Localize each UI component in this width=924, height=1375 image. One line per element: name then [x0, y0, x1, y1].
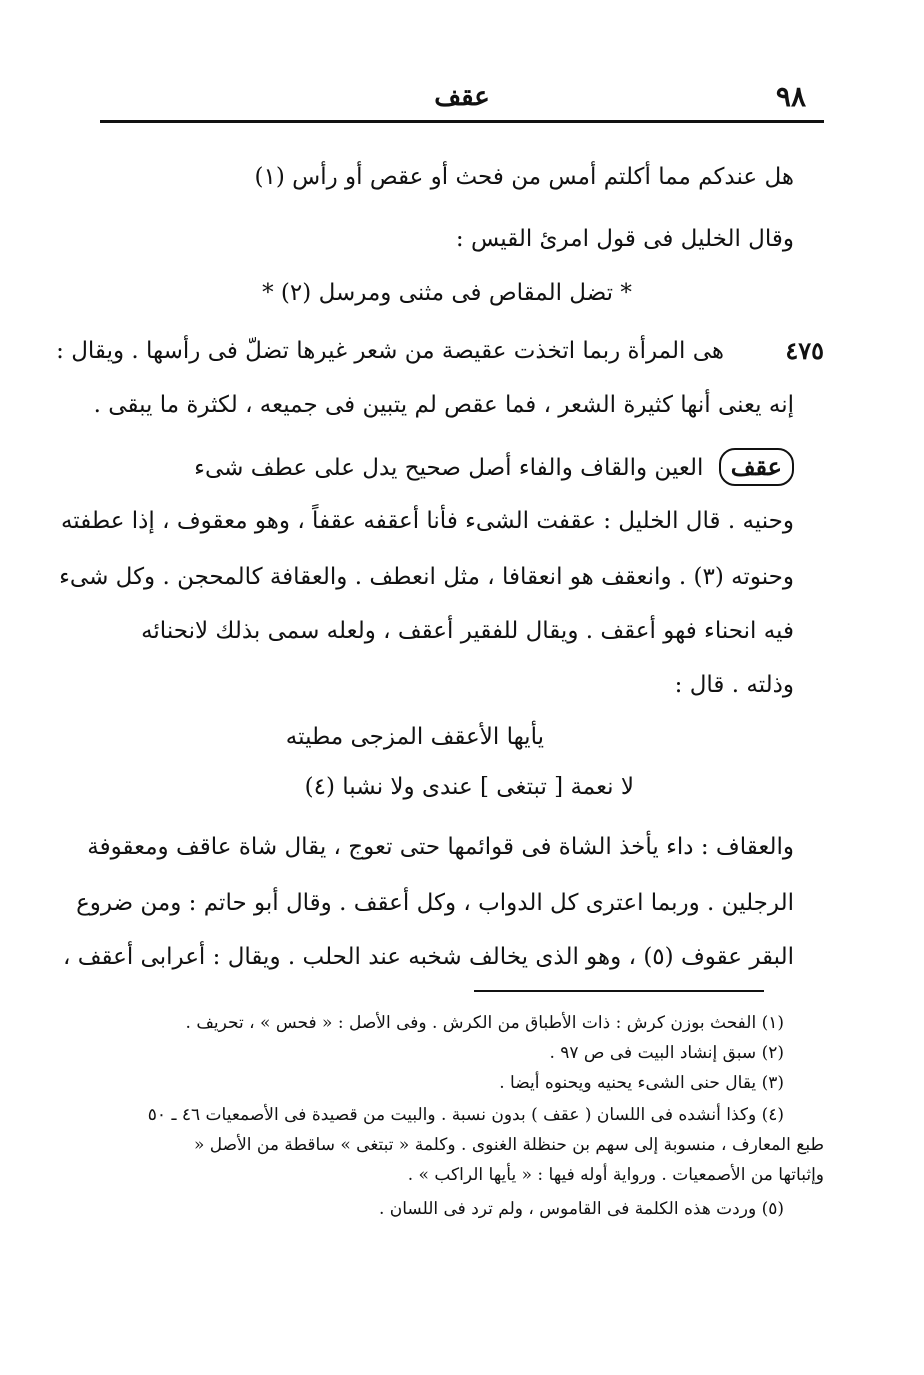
footnote-4-cont-1: طبع المعارف ، منسوبة إلى سهم بن حنظلة الغنوى . وكلمة « تبتغى » ساقطة من الأصل « [193, 1135, 824, 1155]
headword-frame: عقف [719, 448, 794, 486]
body-line-14: الرجلين . وربما اعترى كل الدواب ، وكل أعقف . وقال أبو حاتم : ومن ضروع [76, 890, 794, 916]
footnote-5: (٥) وردت هذه الكلمة فى القاموس ، ولم ترد فى اللسان . [378, 1199, 784, 1219]
verse-hemistich: * تضل المقاص فى مثنى ومرسل (٢) * [262, 280, 632, 306]
body-line-9: فيه انحناء فهو أعقف . ويقال للفقير أعقف ، ولعله سمى بذلك لانحنائه [141, 618, 794, 644]
entry-number: ٤٧٥ [785, 336, 824, 365]
verse-line-2b: لا نعمة [ تبتغى ] عندى ولا نشبا (٤) [304, 774, 634, 800]
body-line-15: البقر عقوف (٥) ، وهو الذى يخالف شخبه عند الحلب . ويقال : أعرابى أعقف ، [62, 944, 794, 970]
verse-line-2a: يأيها الأعقف المزجى مطيته [285, 724, 544, 750]
page-number: ٩٨ [775, 80, 806, 113]
footnote-rule [474, 990, 764, 992]
body-line-8: وحنوته (٣) . وانعقف هو انعقافا ، مثل انعطف . والعقافة كالمحجن . وكل شىء [59, 564, 794, 590]
body-line-13: والعقاف : داء يأخذ الشاة فى قوائمها حتى تعوج ، يقال شاة عاقف ومعقوفة [87, 834, 794, 860]
header-rule [100, 120, 824, 123]
footnote-2: (٢) سبق إنشاد البيت فى ص ٩٧ . [549, 1043, 784, 1063]
body-line-2: وقال الخليل فى قول امرئ القيس : [455, 226, 794, 252]
running-head: عقف [434, 82, 490, 112]
footnote-1: (١) الفحث بوزن كرش : ذات الأطباق من الكرش . وفى الأصل : « فحس » ، تحريف . [185, 1013, 784, 1033]
footnote-4-cont-2: وإثباتها من الأصمعيات . ورواية أوله فيها : « يأيها الراكب » . [407, 1165, 824, 1185]
body-line-5: إنه يعنى أنها كثيرة الشعر ، فما عقص لم يتبين فى جميعه ، لكثرة ما يبقى . [93, 392, 794, 418]
verse-line-1: هل عندكم مما أكلتم أمس من فحث أو عقص أو رأس (١) [254, 164, 794, 190]
page-header [100, 78, 824, 118]
footnote-3: (٣) يقال حنى الشىء يحنيه ويحنوه أيضا . [499, 1073, 784, 1093]
body-line-7: وحنيه . قال الخليل : عقفت الشىء فأنا أعقفه عقفاً ، وهو معقوف ، إذا عطفته [60, 508, 794, 534]
body-line-10: وذلته . قال : [674, 672, 794, 698]
footnote-4: (٤) وكذا أنشده فى اللسان ( عقف ) بدون نسبة . والبيت من قصيدة فى الأصمعيات ٤٦ ـ ٥٠ [147, 1105, 784, 1125]
entry-definition: العين والقاف والفاء أصل صحيح يدل على عطف شىء [194, 455, 704, 481]
entry-opening-line [100, 448, 794, 486]
body-line-4: هى المرأة ربما اتخذت عقيصة من شعر غيرها تضلّ فى رأسها . ويقال : [56, 338, 724, 364]
